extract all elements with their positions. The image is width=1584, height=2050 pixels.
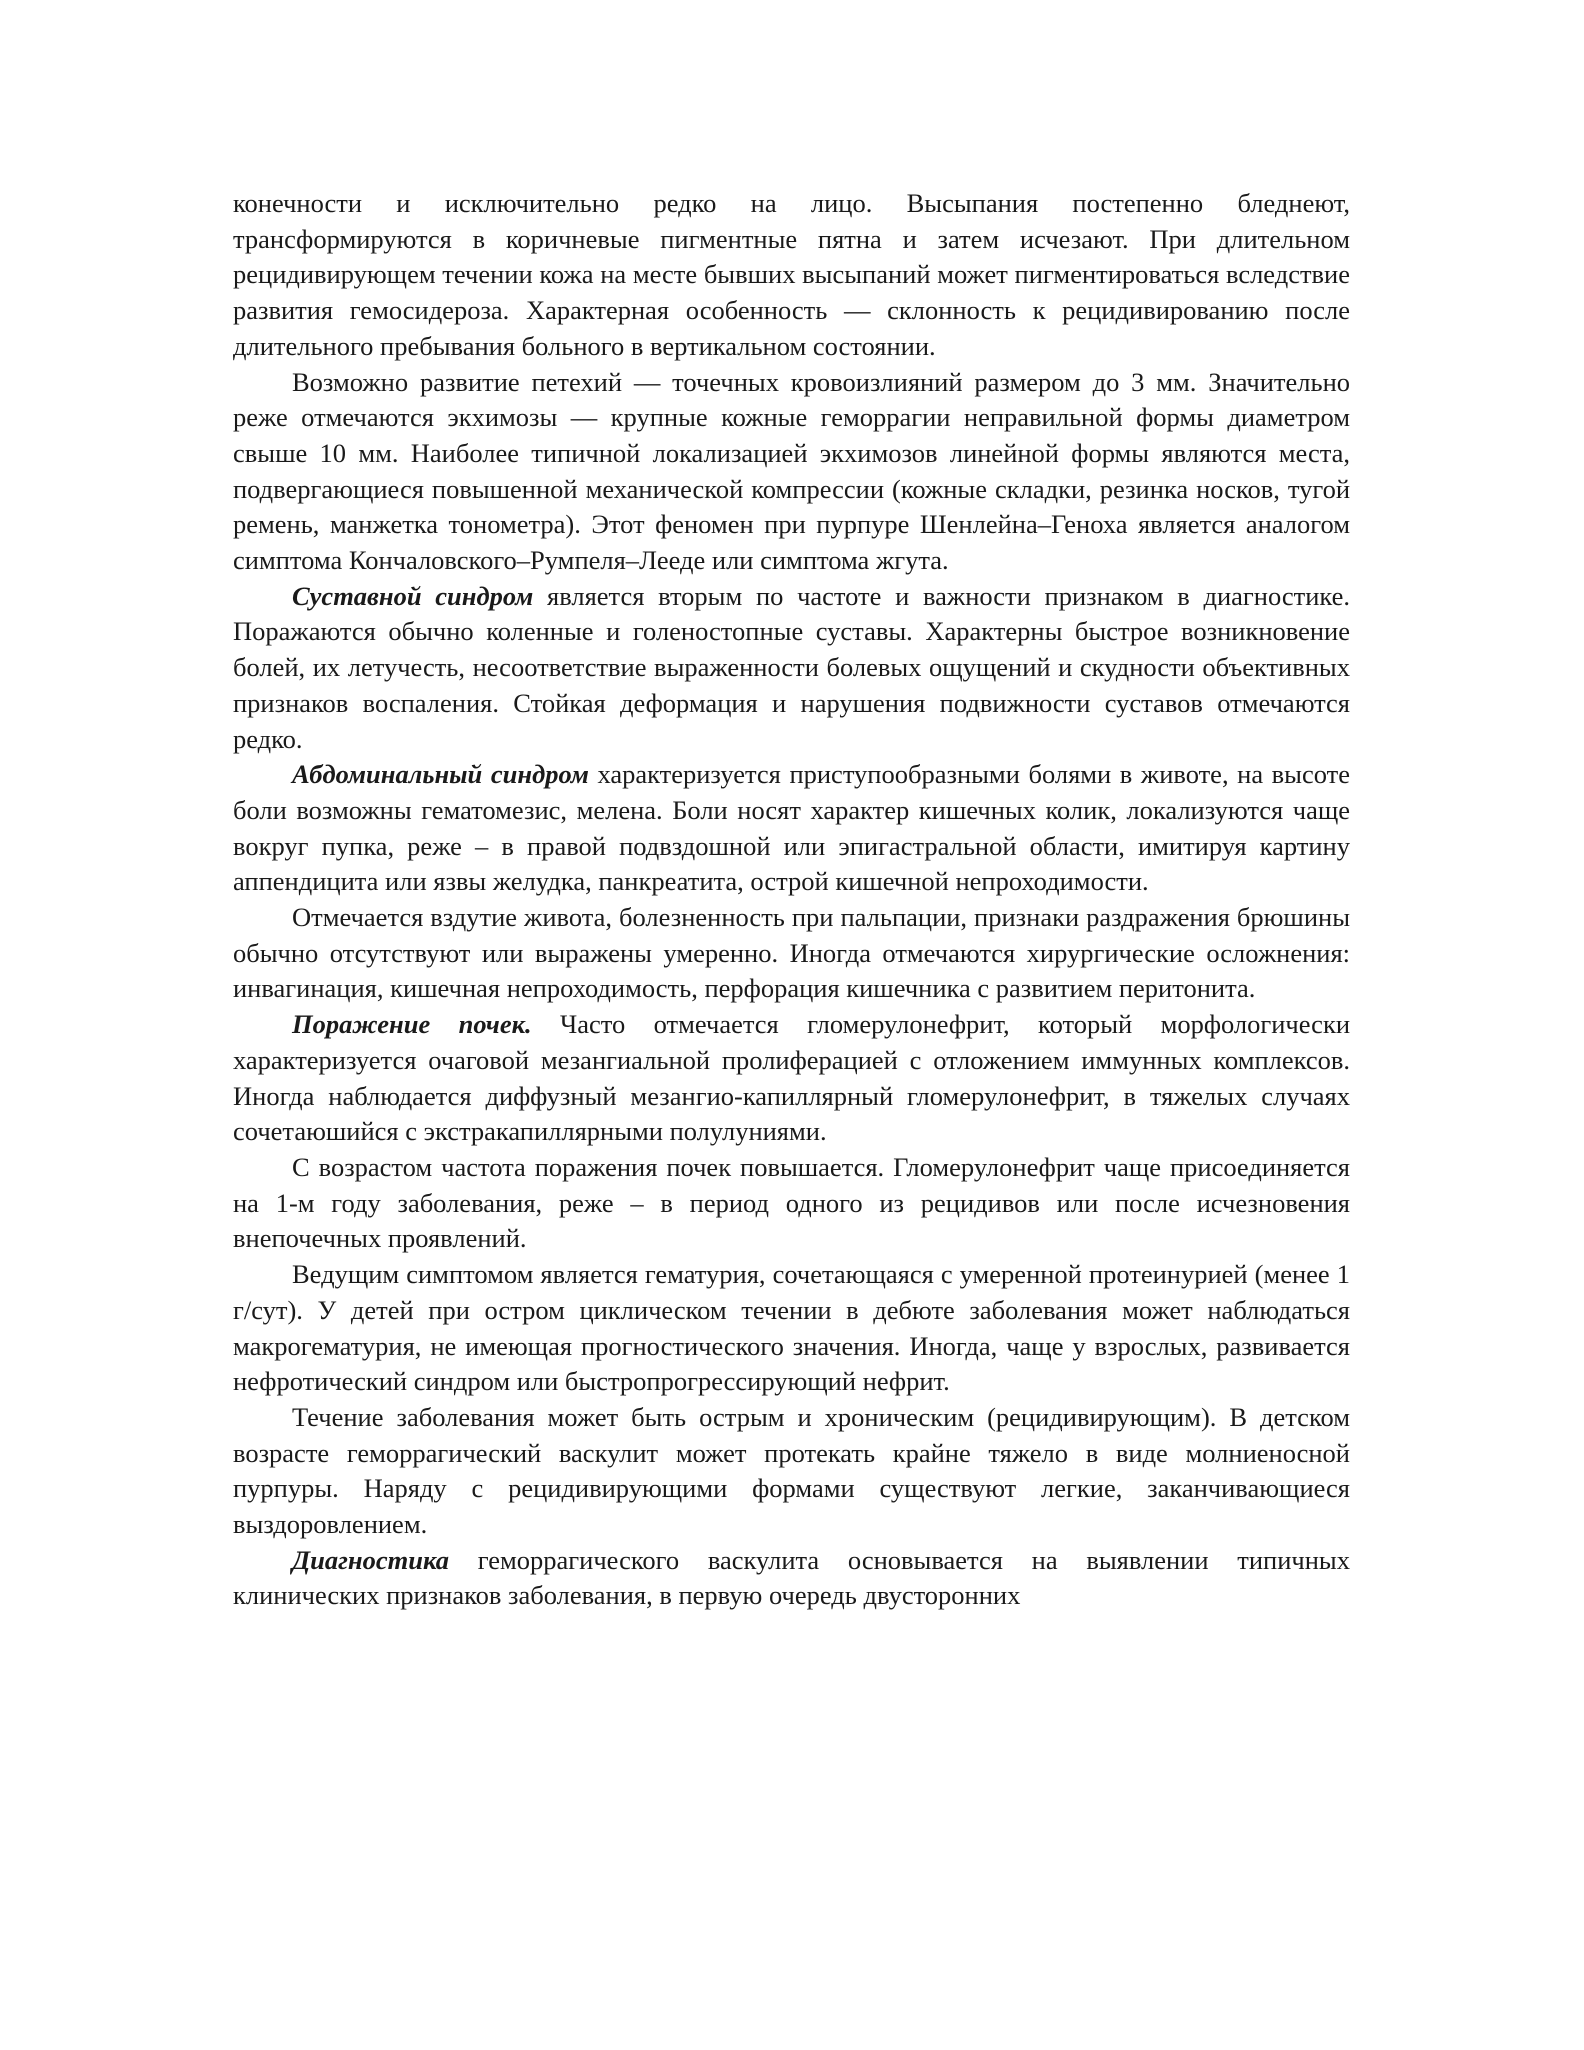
paragraph-kidney-damage (233, 1007, 1350, 1150)
paragraph-text: Течение заболевания может быть острым и хроническим (рецидивирующим). В детском возрасте геморрагический васкулит может протекать крайне тяжело в виде молниеносной пурпуры. Наряду с рецидивирующими формами существуют легкие, заканчивающиеся выздоровлением. (233, 1401, 1350, 1540)
paragraph-skin-rash-continuation (233, 186, 1350, 365)
term-heading: Суставной синдром (292, 580, 534, 611)
paragraph-text: геморрагического васкулита основывается на выявлении типичных клинических признаков заболевания, в первую очередь двусторонних (233, 1544, 1350, 1611)
paragraph-text: Часто отмечается гломерулонефрит, который морфологически характеризуется очаговой мезангиальной пролиферацией с отложением иммунных комплексов. Иногда наблюдается диффузный мезангио-капиллярный гломерулонефрит, в тяжелых случаях сочетаюшийся с экстракапиллярными полулуниями. (233, 1009, 1351, 1147)
paragraph-text: Возможно развитие петехий — точечных кровоизлияний размером до 3 мм. Значительно реже отмечаются экхимозы — крупные кожные геморрагии неправильной формы диаметром свыше 10 мм. Наиболее типичной локализацией экхимозов линейной формы являются места, подвергающиеся повышенной механической компрессии (кожные складки, резинка носков, тугой ремень, манжетка тонометра). Этот феномен при пурпуре Шенлейна–Геноха является аналогом симптома Кончаловского–Румпеля–Леедe или симптома жгута. (233, 366, 1350, 576)
paragraph-kidney-age (233, 1150, 1350, 1257)
paragraph-petechiae (233, 365, 1350, 579)
term-heading: Абдоминальный синдром (292, 759, 589, 790)
paragraph-text: характеризуется приступообразными болями в животе, на высоте боли возможны гематомезис, мелена. Боли носят характер кишечных колик, локализуются чаще вокруг пупка, реже – в правой подвздошной или эпигастральной области, имитируя картину аппендицита или язвы желудка, панкреатита, острой кишечной непроходимости. (233, 759, 1350, 897)
paragraph-text: Отмечается вздутие живота, болезненность при пальпации, признаки раздражения брюшины обычно отсутствуют или выражены умеренно. Иногда отмечаются хирургические осложнения: инвагинация, кишечная непроходимость, перфорация кишечника с развитием перитонита. (233, 902, 1350, 1004)
paragraph-text: Ведущим симптомом является гематурия, сочетающаяся с умеренной протеинурией (менее 1 г/сут). У детей при остром циклическом течении в дебюте заболевания может наблюдаться макрогематурия, не имеющая прогностического значения. Иногда, чаще у взрослых, развивается нефротический синдром или быстропрогрессирующий нефрит. (233, 1259, 1350, 1397)
paragraph-text: является вторым по частоте и важности признаком в диагностике. Поражаются обычно коленные и голеностопные суставы. Характерны быстрое возникновение болей, их летучесть, несоответствие выраженности болевых ощущений и скудности объективных признаков воспаления. Стойкая деформация и нарушения подвижности суставов отмечаются редко. (233, 580, 1350, 754)
paragraph-diagnostics (233, 1543, 1350, 1614)
paragraph-disease-course (233, 1400, 1350, 1543)
paragraph-abdominal-syndrome (233, 757, 1350, 900)
paragraph-text: конечности и исключительно редко на лицо. Высыпания постепенно бледнеют, трансформируются в коричневые пигментные пятна и затем исчезают. При длительном рецидивирующем течении кожа на месте бывших высыпаний может пигментироваться вследствие развития гемосидероза. Характерная особенность — склонность к рецидивированию после длительного пребывания больного в вертикальном состоянии. (233, 188, 1350, 361)
paragraph-abdominal-signs (233, 900, 1350, 1007)
document-page (233, 186, 1350, 1614)
term-heading: Диагностика (292, 1544, 449, 1575)
paragraph-joint-syndrome (233, 579, 1350, 758)
term-heading: Поражение почек. (292, 1009, 532, 1040)
paragraph-text: С возрастом частота поражения почек повышается. Гломерулонефрит чаще присоединяется на 1-м году заболевания, реже – в период одного из рецидивов или после исчезновения внепочечных проявлений. (233, 1151, 1350, 1254)
paragraph-hematuria (233, 1257, 1350, 1400)
